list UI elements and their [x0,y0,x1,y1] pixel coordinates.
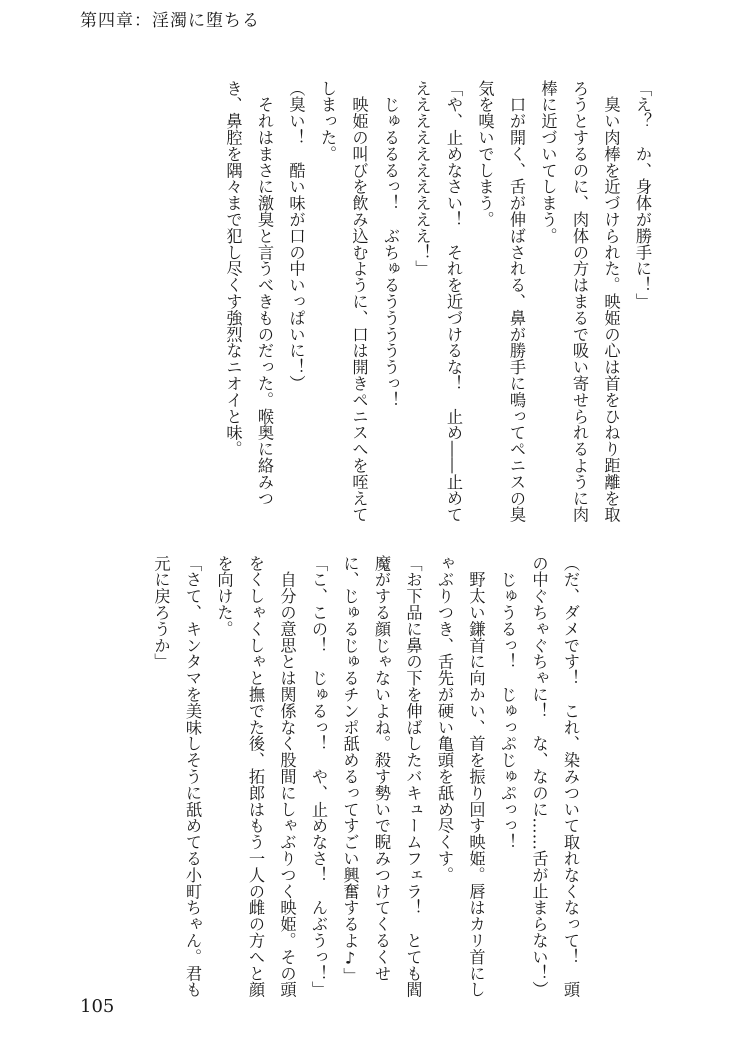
text-line: （臭い！ 酷い味が口の中いっぱいに！） [286,80,306,392]
text-block-upper [217,80,658,536]
text-line: 元に戻ろうか」 [151,555,171,670]
text-line: （だ、ダメです！ これ、染みついて取れなくなって！ 頭 [561,555,580,998]
text-line: 野太い鎌首に向かい、首を振り回す映姫。唇はカリ首にし [466,555,486,998]
text-line: に、じゅるじゅるチンポ舐めるってすごい興奮するよ♪」 [340,555,360,985]
text-line: 棒に近づいてしまう。 [538,80,558,244]
text-line: ゃぶりつき、舌先が硬い亀頭を舐め尽くす。 [435,555,454,883]
text-line: 「や、止めなさい！ それを近づけるな！ 止め――止めて [444,80,463,523]
text-line: の中ぐちゃぐちゃに！ な、なのに……舌が止まらない！） [529,555,549,998]
text-line: を向けた。 [214,555,234,637]
text-line: き、鼻腔を隅々まで犯し尽くす強烈なニオイと味。 [223,80,243,458]
text-line: それはまさに激臭と言うべきものだった。喉奥に絡みつ [255,80,274,507]
text-line: しまった。 [318,80,337,162]
text-line: 映姫の叫びを飲み込むように、口は開きペニスへを咥えて [349,80,369,523]
text-line: 口が開く、舌が伸ばされる、鼻が勝手に鳴ってペニスの臭 [507,80,526,523]
text-line: 「え？ か、身体が勝手に！」 [633,80,652,310]
running-head: 第四章：淫濁に堕ちる [80,11,260,31]
text-line: 「さて、キンタマを美味しそうに舐めてる小町ちゃん。君も [183,555,202,998]
text-line: じゅるるるっ！ ぶちゅるうううううっ！ [381,80,400,408]
text-block-lower [145,555,586,998]
text-line: 自分の意思とは関係なく股間にしゃぶりつく映姫。その頭 [277,555,297,998]
text-line: ろうとするのに、肉体の方はまるで吸い寄せられるように肉 [570,80,589,523]
page-number: 105 [80,996,115,1017]
text-line: 「こ、この！ じゅるっ！ や、止めなさ！ んぶうっ！」 [309,555,328,998]
text-line: をくしゃくしゃと撫でた後、拓郎はもう一人の雌の方へと顔 [246,555,265,998]
text-line: ええええええええええ！」 [412,80,432,277]
text-line: 「お下品に鼻の下を伸ばしたバキュームフェラ！ とても閻 [403,555,423,998]
text-line: じゅうるっ！ じゅっぷじゅぷっっ！ [498,555,517,851]
text-line: 魔がする顔じゃないよね。殺す勢いで睨みつけてくるくせ [372,555,391,982]
text-line: 臭い肉棒を近づけられた。映姫の心は首をひねり距離を取 [601,80,621,523]
text-line: 気を嗅いでしまう。 [475,80,495,228]
